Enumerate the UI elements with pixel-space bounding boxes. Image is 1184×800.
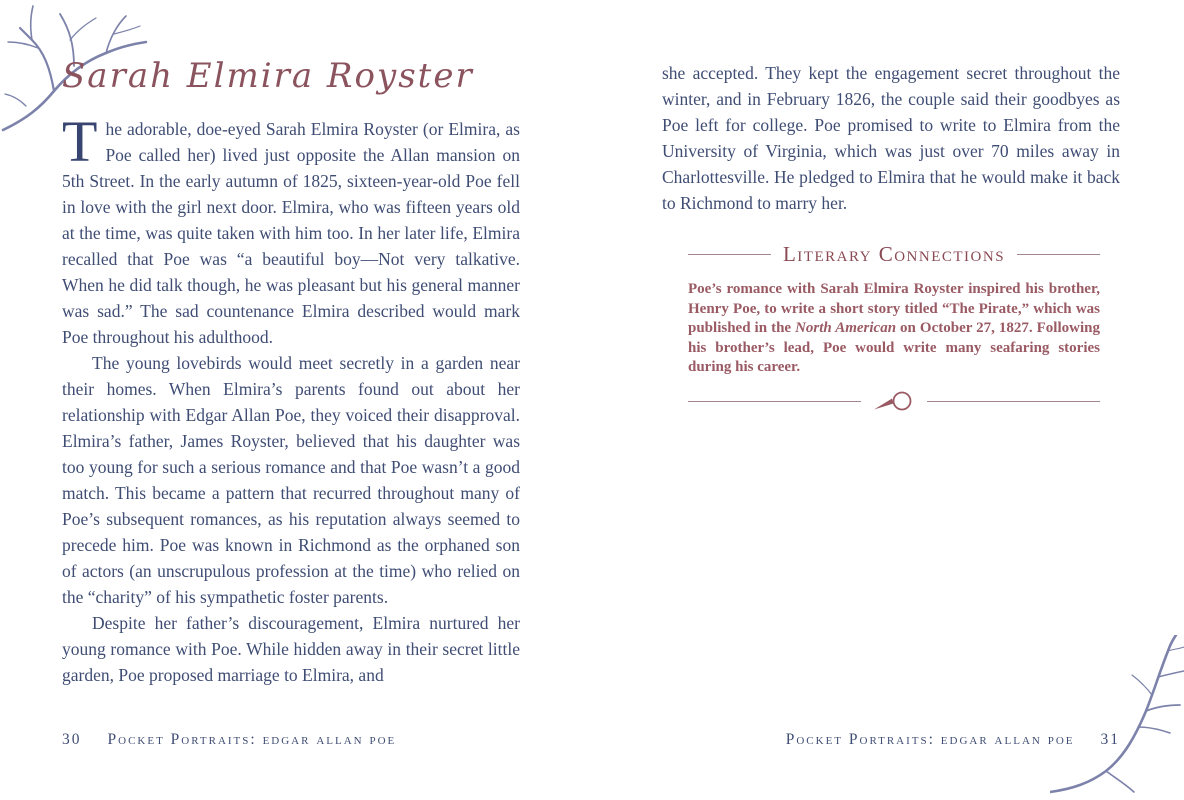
page-footer-right [662,731,1120,749]
chapter-title: Sarah Elmira Royster [62,56,474,96]
paragraph: The young lovebirds would meet secretly in a garden near their homes. When Elmira’s parents found out about her relationship with Edgar Allan Poe, they voiced their disapproval. Elmira’s father, James Royster, believed that his daughter was too young for such a serious romance and that Poe wasn’t a good match. This became a pattern that recurred throughout many of Poe’s subsequent romances, as his reputation always seemed to precede him. Poe was known in Richmond as the orphaned son of actors (an unscrupulous profession at the time) who relied on the “charity” of his sympathetic foster parents. [62,353,520,607]
running-book-title: Pocket Portraits: edgar allan poe [785,731,1075,748]
sidebar-text-italic: North American [795,320,897,336]
paragraph [62,109,520,350]
magnifier-icon [871,389,917,415]
paragraph: she accepted. They kept the engagement secret throughout the winter, and in February 1826, the couple said their goodbyes as Poe left for college. Poe promised to write to Elmira from the University of Virginia, which was just over 70 miles away in Charlottesville. He pledged to Elmira that he would make it back to Richmond to marry her. [662,63,1120,213]
dropcap-letter: T [62,109,98,174]
tree-branch-icon [1050,635,1184,800]
footer-rule-right [927,401,1100,402]
literary-connections-sidebar [688,242,1100,415]
page-number: 30 [62,731,82,748]
sidebar-heading: Literary Connections [782,242,1006,266]
sidebar-footer-row [688,389,1100,415]
paragraph-text: he adorable, doe-eyed Sarah Elmira Royster (or Elmira, as Poe called her) lived just opposite the Allan mansion on 5th Street. In the early autumn of 1825, sixteen-year-old Poe fell in love with the girl next door. Elmira, who was fifteen years old at the time, was quite taken with him too. In her later life, Elmira recalled that Poe was “a beautiful boy—Not very talkative. When he did talk though, he was pleasant but his general manner was sad.” The sad countenance Elmira described would mark Poe throughout his adulthood. [62,119,520,347]
body-text-right [662,60,1120,216]
sidebar-heading-row [688,242,1100,267]
sidebar-text: on October 27, 1827. Following his brother’s lead, Poe would write many seafaring stories during his career. [688,320,1100,375]
page-left [62,56,520,688]
footer-rule-left [688,401,861,402]
heading-rule-left [688,254,771,255]
sidebar-body [688,280,1100,378]
sidebar-text: Poe’s romance with Sarah Elmira Royster inspired his brother, Henry Poe, to write a short story titled “The Pirate,” which was published in the [688,281,1100,336]
running-book-title: Pocket Portraits: edgar allan poe [107,731,397,748]
heading-rule-right [1017,254,1100,255]
page-footer-left [62,731,520,749]
body-text-left [62,109,520,688]
paragraph: Despite her father’s discouragement, Elmira nurtured her young romance with Poe. While hidden away in their secret little garden, Poe proposed marriage to Elmira, and [62,613,520,685]
page-number: 31 [1100,731,1120,748]
page-right [662,60,1120,415]
